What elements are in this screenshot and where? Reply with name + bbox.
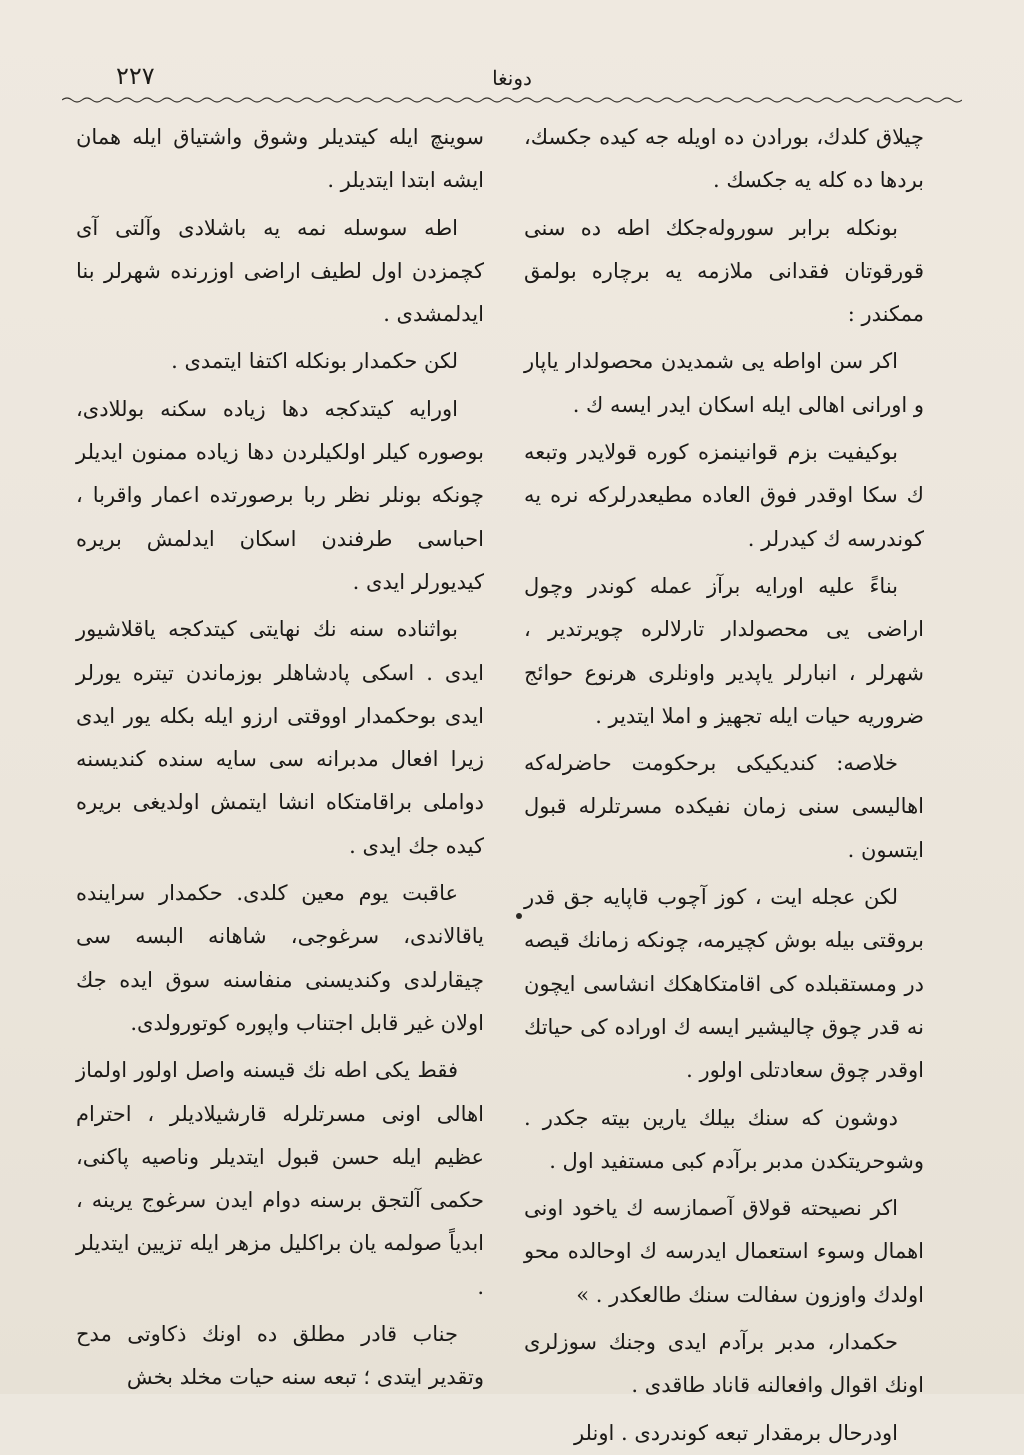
header-wavy-rule bbox=[62, 96, 962, 104]
paragraph: اودرحال برمقدار تبعه کوندردی . اونلر bbox=[573, 1420, 898, 1445]
page-number: ۲۲۷ bbox=[116, 62, 155, 90]
right-text-column bbox=[524, 116, 924, 1445]
page-header bbox=[60, 60, 964, 96]
paragraph: اکر سن اواطه یی شمدیدن محصولدار یاپار و اورانی اهالی ایله اسکان ایدر ایسه ك . bbox=[524, 349, 924, 417]
running-head: دونغا bbox=[492, 66, 532, 90]
paragraph: اطه سوسله نمه یه باشلادی وآلتی آی کچمزدن اول لطیف اراضی اوزرنده شهرلر بنا ایدلمشدی . bbox=[76, 215, 484, 327]
margin-dot bbox=[516, 913, 522, 919]
paragraph: خلاصه: کندیکیکی برحکومت حاضرلەکه اهالیسی سنی زمان نفیکده مسرتلرله قبول ایتسون . bbox=[524, 751, 924, 862]
paragraph: سوینچ ایله کیتدیلر وشوق واشتیاق ایله همان ایشه ابتدا ایتدیلر . bbox=[76, 125, 484, 193]
paragraph: عاقبت یوم معین کلدی. حکمدار سراینده یاقالاندی، سرغوجی، شاهانه البسه سی چیقارلدی وکندیسنی منفاسنه سوق ایده جك اولان غیر قابل اجتناب واپوره کوتورولدی. bbox=[76, 881, 484, 1035]
paragraph: بونکله برابر سورولەجکك اطه ده سنی قورقوتان فقدانی ملازمه یه برچاره بولمق ممکندر : bbox=[524, 215, 924, 327]
paragraph: اورایه کیتدکجه دها زیاده سکنه بوللادی، بوصوره کیلر اولکیلردن دها زیاده ممنون ایدیلر چونکه بونلر نظر ربا برصورتده اعمار واقربا ، احباسی طرفندن اسکان ایدلمش بریره کیدیورلر ایدی . bbox=[76, 396, 484, 594]
paragraph: جناب قادر مطلق ده اونك ذکاوتی مدح وتقدیر ایتدی ؛ تبعه سنه حیات مخلد بخش bbox=[76, 1322, 484, 1390]
paragraph: حکمدار، مدبر برآدم ایدی وجنك سوزلری اونك اقوال وافعالنه قاناد طاقدی . bbox=[524, 1330, 924, 1398]
paragraph: دوشون که سنك بیلك یارین بیته جکدر . وشوحریتکدن مدبر برآدم کبی مستفید اول . bbox=[524, 1105, 924, 1173]
paragraph: لکن عجله ایت ، کوز آچوب قاپایه جق قدر بروقتی بیله بوش کچیرمه، چونکه زمانك قیصه در ومستقبلده کی اقامتکاهکك انشاسی ایچون نه قدر چوق چالیشیر ایسه ك اوراده کی حیاتك اوقدر چوق سعادتلی اولور . bbox=[524, 885, 924, 1083]
left-text-column bbox=[76, 116, 484, 1390]
paragraph: چیلاق کلدك، بورادن ده اویله جه کیده جکسك، بردها ده کله یه جکسك . bbox=[524, 125, 924, 193]
paragraph: فقط یکی اطه نك قیسنه واصل اولور اولماز اهالی اونی مسرتلرله قارشیلادیلر ، احترام عظیم ایله حسن قبول ایتدیلر وناصیه پاکنی، حکمی آلتجق برسنه دوام ایدن سرغوج یرینه ، ابدیاً صولمه یان براکلیل مزهر ایله تزیین ایتدیلر . bbox=[76, 1058, 484, 1299]
paragraph: بوکیفیت بزم قوانینمزه کوره قولایدر وتبعه ك سکا اوقدر فوق العاده مطیعدرلرکه نره یه کوندرسه ك کیدرلر . bbox=[524, 440, 924, 551]
paragraph: لکن حکمدار بونکله اکتفا ایتمدی . bbox=[171, 349, 458, 374]
paragraph: اکر نصیحته قولاق آصمازسه ك یاخود اونی اهمال وسوء استعمال ایدرسه ك اوحالده محو اولدك واوزون سفالت سنك طالعکدر . » bbox=[524, 1196, 924, 1307]
paragraph: بواثناده سنه نك نهایتی کیتدکجه یاقلاشیور ایدی . اسکی پادشاهلر بوزماندن تیتره یورلر ایدی بوحکمدار اووقتی ارزو ایله بکله یور ایدی زیرا افعال مدبرانه سی سایه سنده کندیسنه دواملی براقامتکاه انشا ایتمش اولدیغی بریره کیده جك ایدی . bbox=[76, 617, 484, 858]
paragraph: بناءً علیه اورایه برآز عمله کوندر وچول اراضی یی محصولدار تارلالره چویرتدیر ، شهرلر ، انبارلر یاپدیر واونلری هرنوع حوائج ضروریه حیات ایله تجهیز و املا ایتدیر . bbox=[524, 573, 924, 728]
